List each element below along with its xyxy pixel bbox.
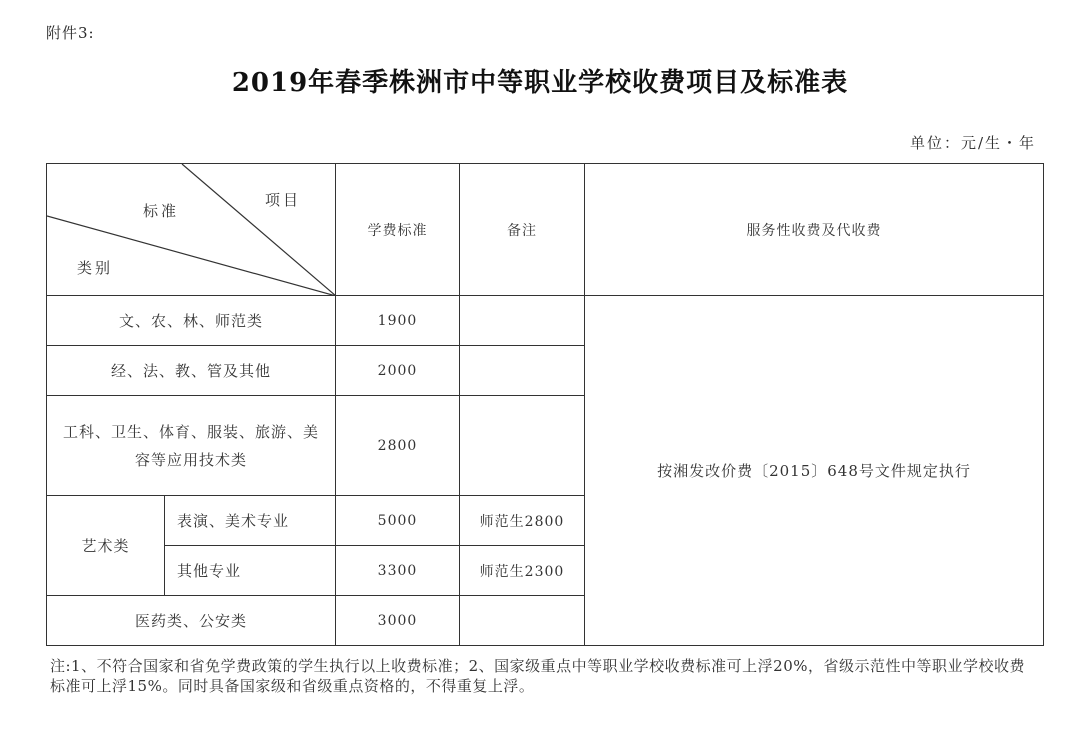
row-remark [460,396,585,496]
row-tuition: 3000 [336,596,460,646]
row-remark [460,296,585,346]
row-category: 医药类、公安类 [47,596,336,646]
table-header-row [47,164,1044,296]
row-tuition: 2800 [336,396,460,496]
header-service: 服务性收费及代收费 [585,164,1044,296]
row-tuition: 2000 [336,346,460,396]
row-tuition: 1900 [336,296,460,346]
corner-category-label: 类别 [77,259,114,277]
row-remark: 师范生2800 [460,496,585,546]
corner-item-label: 项目 [265,191,302,209]
row-tuition: 5000 [336,496,460,546]
corner-standard-label: 标准 [143,202,180,220]
service-fee-text: 按湘发改价费〔2015〕648号文件规定执行 [657,462,971,480]
annex-label: 附件3: [46,24,95,42]
art-group-cell: 艺术类 [47,496,165,596]
row-tuition: 3300 [336,546,460,596]
row-category: 其他专业 [165,546,336,596]
table-row [47,296,1044,346]
row-remark [460,346,585,396]
row-remark: 师范生2300 [460,546,585,596]
row-category: 工科、卫生、体育、服装、旅游、美容等应用技术类 [47,396,336,496]
fee-table [46,163,1044,646]
footnote: 注:1、不符合国家和省免学费政策的学生执行以上收费标准；2、国家级重点中等职业学校收费标准可上浮20%，省级示范性中等职业学校收费标准可上浮15%。同时具备国家级和省级重点资格的，不得重复上浮。 [50,657,1025,695]
header-remarks: 备注 [460,164,585,296]
page-title: 2019年春季株洲市中等职业学校收费项目及标准表 [231,68,849,98]
row-category: 经、法、教、管及其他 [47,346,336,396]
row-remark [460,596,585,646]
corner-header-cell [47,164,336,296]
row-category: 表演、美术专业 [165,496,336,546]
header-tuition: 学费标准 [336,164,460,296]
row-category: 文、农、林、师范类 [47,296,336,346]
unit-label: 单位：元/生・年 [909,134,1036,152]
service-fee-cell [585,296,1044,646]
